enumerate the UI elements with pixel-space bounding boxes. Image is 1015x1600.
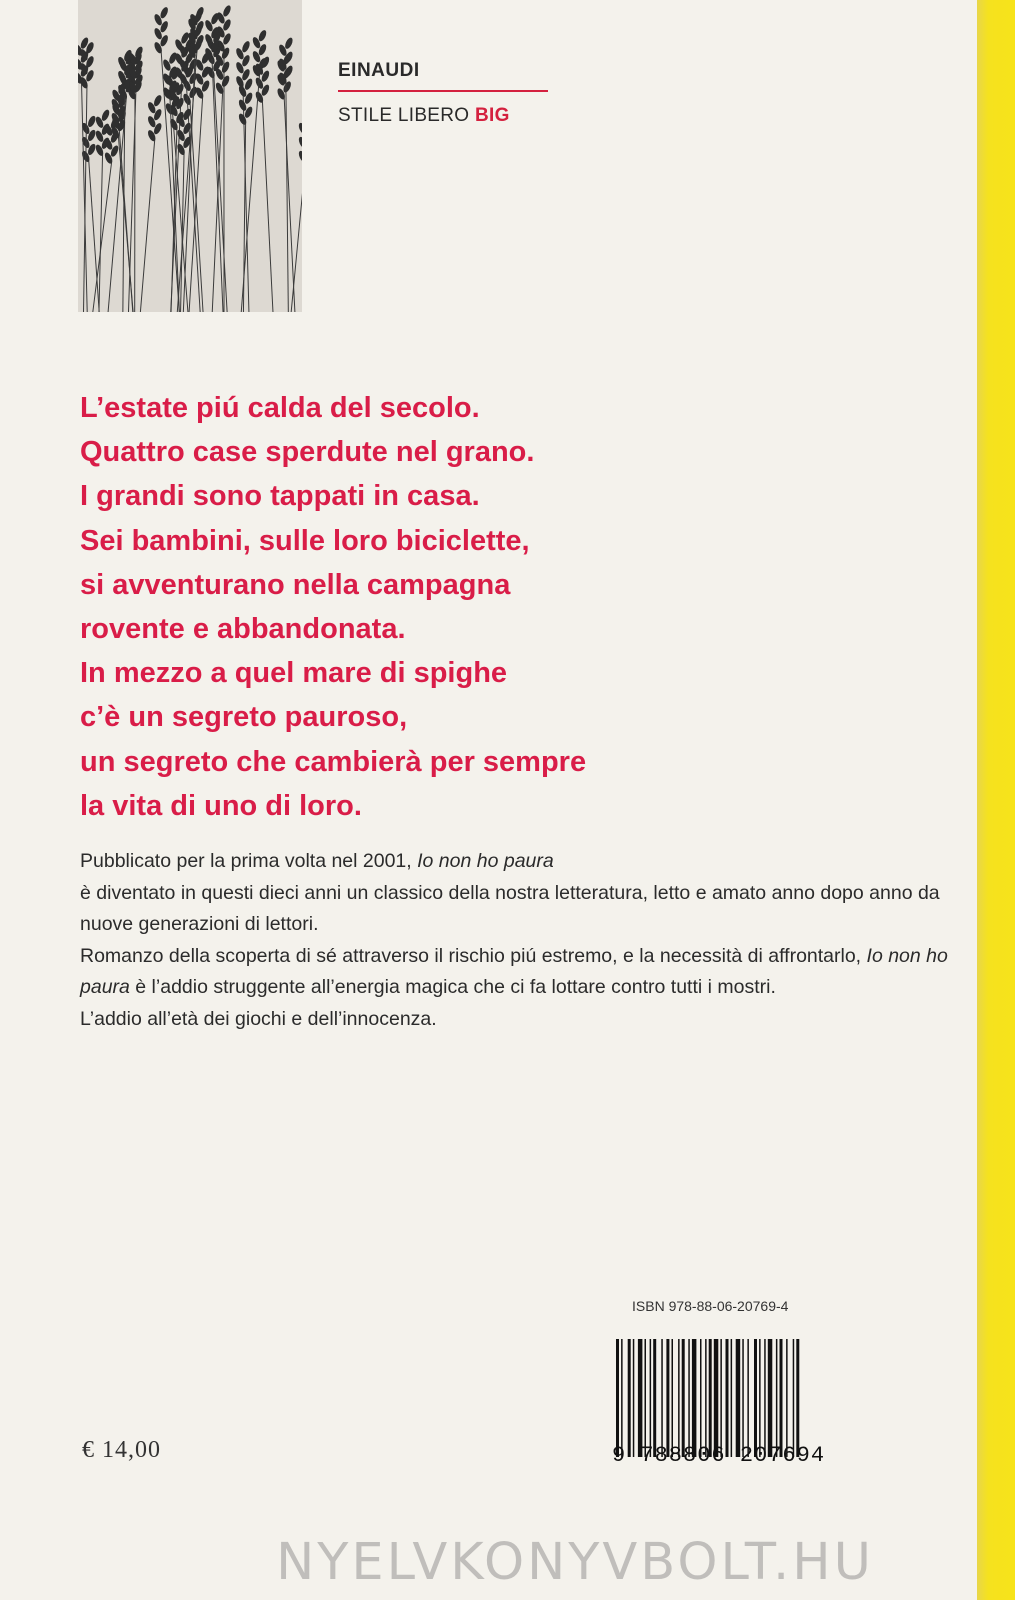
blurb-line: Quattro case sperdute nel grano. <box>80 436 535 469</box>
description-paragraph <box>80 846 960 941</box>
description-paragraph <box>80 941 960 1004</box>
publisher-logo <box>338 60 548 127</box>
book-description <box>80 846 960 1035</box>
price: € 14,00 <box>82 1437 161 1463</box>
blurb-line: un segreto che cambierà per sempre <box>80 745 587 778</box>
wheat-field-illustration-icon <box>78 0 302 312</box>
blurb-line: I grandi sono tappati in casa. <box>80 480 480 513</box>
series-prefix: STILE LIBERO <box>338 105 470 126</box>
blurb-line: Sei bambini, sulle loro biciclette, <box>80 524 530 557</box>
barcode-digits: 9 788806 207694 <box>612 1443 826 1468</box>
book-title: Io non ho paura <box>80 944 948 998</box>
watermark: NYELVKONYVBOLT.HU <box>276 1533 874 1592</box>
book-title: Io non ho paura <box>417 850 554 872</box>
blurb-line: c’è un segreto pauroso, <box>80 701 408 734</box>
description-text: Romanzo della scoperta di sé attraverso il rischio piú estremo, e la necessità di affrontarlo, <box>80 944 867 967</box>
blurb <box>80 386 960 828</box>
description-text: è l’addio struggente all’energia magica che ci fa lottare contro tutti i mostri. <box>129 976 776 998</box>
blurb-line: L’estate piú calda del secolo. <box>80 392 480 424</box>
description-text: è diventato in questi dieci anni un classico della nostra letteratura, letto e amato anno dopo anno da nuove generazioni di lettori. <box>80 881 940 935</box>
blurb-line: In mezzo a quel mare di spighe <box>80 657 508 690</box>
series-name <box>338 105 548 127</box>
isbn-label: ISBN 978-88-06-20769-4 <box>632 1298 789 1314</box>
description-paragraph: L’addio all’età dei giochi e dell’innocenza. <box>80 1007 437 1030</box>
book-spine <box>977 0 1015 1600</box>
publisher-name: EINAUDI <box>338 60 548 92</box>
series-suffix: BIG <box>474 105 510 126</box>
blurb-line: si avventurano nella campagna <box>80 568 511 601</box>
blurb-line: la vita di uno di loro. <box>80 789 362 822</box>
blurb-line: rovente e abbandonata. <box>80 613 406 646</box>
description-text: Pubblicato per la prima volta nel 2001, <box>80 850 418 872</box>
